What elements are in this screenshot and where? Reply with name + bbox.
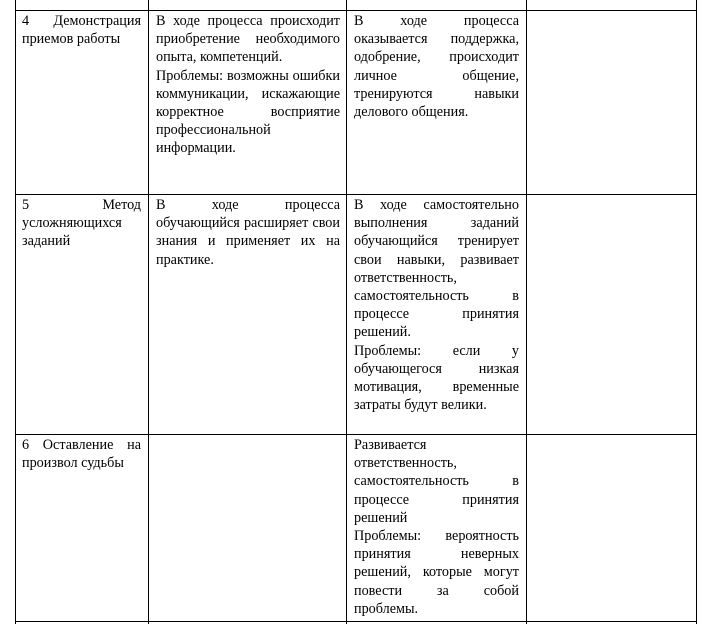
table-col-divider-1 [148, 0, 149, 624]
cell-paragraph: В ходе процесса происходит приобретение необходимого опыта, компетенций. [156, 13, 340, 66]
table-row-6-method [22, 436, 141, 472]
method-name: 4 Демонстрация приемов работы [22, 13, 141, 48]
cell-paragraph: В ходе самостоятельно выполнения заданий обучающийся тренирует свои навыки, развивает ответственность, самостоятельность в процессе принятия решений. [354, 197, 519, 341]
table-rule-row4-bottom [15, 194, 697, 195]
cell-paragraph: Проблемы: вероятность принятия неверных решений, которые могут повести за собой проблемы. [354, 528, 519, 617]
table-rule-top [15, 10, 697, 11]
cell-paragraph: В ходе процесса обучающийся расширяет свои знания и применяет их на практике. [156, 197, 340, 268]
method-name: 6 Оставление на произвол судьбы [22, 437, 141, 472]
table-border-left [15, 0, 16, 624]
table-row-5-col2 [156, 196, 340, 269]
table-row-5-method [22, 196, 141, 251]
table-border-right [696, 0, 697, 624]
table-col-divider-2 [346, 0, 347, 624]
cell-paragraph: В ходе процесса оказывается поддержка, одобрение, происходит личное общение, тренируются навыки делового общения. [354, 13, 519, 121]
table-row-4-method [22, 12, 141, 48]
table-row-4-col3 [354, 12, 519, 121]
cell-paragraph: Развивается ответственность, самостоятельность в процессе принятия решений [354, 437, 519, 526]
table-row-5-col3 [354, 196, 519, 414]
previous-row-fragment [527, 0, 697, 1]
table-row-4-col2 [156, 12, 340, 158]
table-row-6-col3 [354, 436, 519, 618]
table-rule-row5-bottom [15, 434, 697, 435]
table-col-divider-3 [526, 0, 527, 624]
cell-paragraph: Проблемы: если у обучающегося низкая мотивация, временные затраты будут велики. [354, 342, 519, 414]
cell-paragraph: Проблемы: возможны ошибки коммуникации, искажающие корректное восприятие профессиональной информации. [156, 67, 340, 157]
previous-row-fragment-text [571, 0, 654, 1]
method-name: 5 Метод усложняющихся заданий [22, 197, 141, 250]
table-rule-row6-bottom [15, 621, 697, 622]
